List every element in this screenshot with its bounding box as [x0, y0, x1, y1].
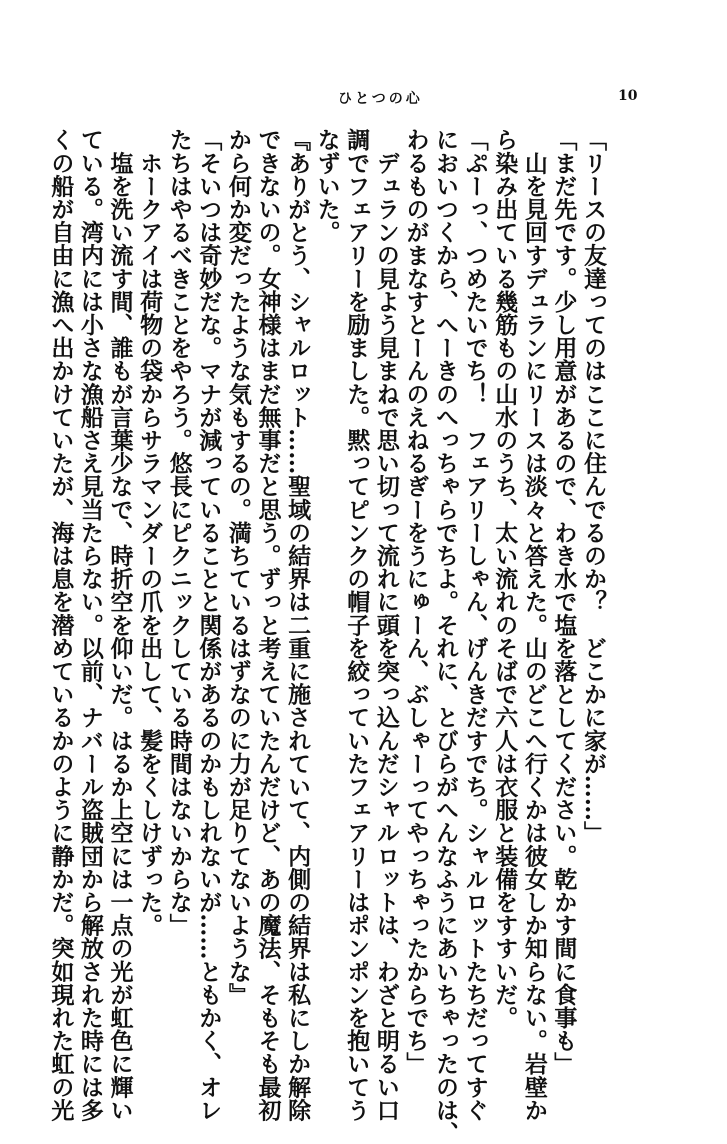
text-line: 調でフェアリーを励ました。黙ってピンクの帽子を絞っていたフェアリーはポンポンを抱いてう: [343, 128, 371, 1122]
running-head: [0, 88, 727, 108]
text-line: 「まだ先です。少し用意があるので、わき水で塩を落としてください。乾かす間に食事も」: [550, 128, 578, 1076]
text-line: 塩を洗い流す間、誰もが言葉少なで、時折空を仰いだ。はるか上空には一点の光が虹色に輝い: [106, 128, 134, 1122]
chapter-title: ひとつの心: [338, 91, 423, 107]
text-line: においつくから、へーきのへっちゃらでちよ。それに、とびらがへんなふうにあいちゃったのは、: [432, 128, 460, 1144]
text-line: 『ありがとう、シャルロット……聖域の結界は二重に施されていて、内側の結界は私にしか解除: [284, 128, 312, 1122]
text-line: から何か変だったような気もするの。満ちているはずなのに力が足りてないような』: [224, 128, 252, 1006]
text-line: なずいた。: [313, 128, 341, 244]
text-line: ている。湾内には小さな漁船さえ見当たらない。以前、ナバール盗賊団から解放された時には多: [76, 128, 104, 1122]
text-line: 「そいつは奇妙だな。マナが減っていることと関係があるのかもしれないが……ともかく、オレ: [195, 128, 223, 1122]
text-line: たちはやるべきことをやろう。悠長にピクニックしている時間はないからな」: [165, 128, 193, 937]
body-text: [47, 128, 608, 1144]
text-line: くの船が自由に漁へ出かけていたが、海は息を潜めているかのように静かだ。突如現れた虹の光: [47, 128, 75, 1122]
text-line: ら染み出ている幾筋もの山水のうち、太い流れのそばで六人は衣服と装備をすすいだ。: [491, 128, 519, 1029]
page-number: 10: [618, 88, 638, 104]
text-line: わるものがまなすとーんのえねるぎーをうにゅーん、ぶしゃーってやっちゃったからでち」: [402, 128, 430, 1076]
text-line: 「ぷーっ、つめたいでち！ フェアリーしゃん、げんきだすでち。シャルロットたちだってすぐ: [461, 128, 489, 1122]
text-line: 山を見回すデュランにリースは淡々と答えた。山のどこへ行くかは彼女しか知らない。岩壁か: [520, 128, 548, 1122]
text-line: デュランの見よう見まねで思い切って流れに頭を突っ込んだシャルロットは、わざと明るい口: [372, 128, 400, 1122]
text-line: 「リースの友達ってのはここに住んでるのか？ どこかに家が……」: [580, 128, 607, 845]
text-line: ホークアイは荷物の袋からサラマンダーの爪を出して、髪をくしけずった。: [136, 128, 164, 937]
text-line: できないの。女神様はまだ無事だと思う。ずっと考えていたんだけど、あの魔法、そもそも最初: [254, 128, 282, 1122]
